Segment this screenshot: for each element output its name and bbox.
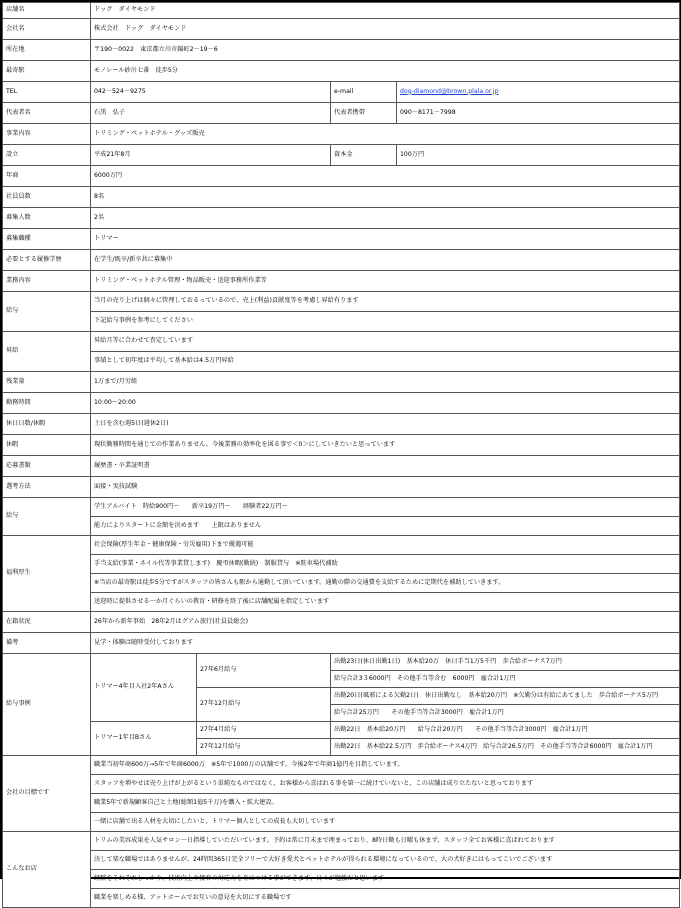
row-salary-example-1 (3, 654, 680, 671)
mobile-value: 090－8171－7998 (397, 103, 680, 124)
station-value: モノレール砂川七番 徒歩5分 (91, 61, 680, 82)
hours-label: 勤務時間 (3, 393, 91, 414)
row-job-type (3, 229, 680, 250)
row-salary-2 (3, 312, 680, 332)
raise-line-1: 昇給月等に合わせて査定しています (91, 332, 680, 352)
row-hours (3, 393, 680, 414)
founded-value: 平成21年8月 (91, 145, 331, 166)
person-b-period-2: 27年12月給与 (197, 739, 331, 756)
address-label: 所在地 (3, 40, 91, 61)
email-label: e-mail (331, 82, 397, 103)
row-raise-1 (3, 332, 680, 352)
benefits-label: 福利厚生 (3, 536, 91, 612)
recruit-notes-value: 見学・体験は随時受付しております (91, 633, 680, 654)
salary-line-1: 当月の売り上げは個々に管理しておるっているので、売上(利益)貢献度等を考慮し昇給有ります (91, 292, 680, 312)
person-b-period-1-line-1: 出勤22日 基本給20万円 給与合計20万円 その他手当等合計3000円 雇合計1万円 (331, 722, 680, 739)
row-benefits-1 (3, 536, 680, 555)
job-type-value: トリマー (91, 229, 680, 250)
row-vision-1 (3, 832, 680, 851)
row-benefits-2 (3, 555, 680, 574)
row-nearest-station (3, 61, 680, 82)
person-b-period-2-line-1: 出勤22日 基本給22.5万円 歩合給ボーナス4万円 給与合計26.5万円 その他手当等合計6000円 雇合計1万円 (331, 739, 680, 756)
mobile-label: 代表者携帯 (331, 103, 397, 124)
staff-label: 在籍状況 (3, 612, 91, 633)
business-label: 事業内容 (3, 124, 91, 145)
company-value: 株式会社 ドッグ ダイヤモンド (91, 19, 680, 40)
other-value: 現状勤務時間を通じての作業ありません。今後業務の効率化を図る事で＜0＞にしていきたいと思っています (91, 435, 680, 456)
address-value: 〒190－0022 東京都立川市錦町2－19－6 (91, 40, 680, 61)
row-appeal-2 (3, 775, 680, 794)
row-selection (3, 477, 680, 498)
person-a-period-2-line-1: 出勤20日(風邪による欠勤2日) 休日出勤なし 基本給20万円 ※欠勤分は有給にあてました 歩合給ボーナス5万円 (331, 688, 680, 705)
appeal-label: 会社の目標です (3, 756, 91, 832)
founded-label: 設立 (3, 145, 91, 166)
selection-label: 選考方法 (3, 477, 91, 498)
appeal-line-4: 一緒に店舗で出る人材を大切にしたいと、トリマー個人としての成長も大切しています (91, 813, 680, 832)
row-salary-example-5 (3, 722, 680, 739)
hires-value: 2名 (91, 208, 680, 229)
starting-pay-line-2: 能力によりスタートに金額を決めます 上限はありません (91, 517, 680, 536)
employees-value: 8名 (91, 187, 680, 208)
employees-label: 社員員数 (3, 187, 91, 208)
row-hires (3, 208, 680, 229)
selection-value: 面接・実技試験 (91, 477, 680, 498)
holidays-label: 休日日数/休暇 (3, 414, 91, 435)
raise-label: 昇給 (3, 332, 91, 372)
tel-value: 042－524－9275 (91, 82, 331, 103)
salary-examples-label: 給与事例 (3, 654, 91, 756)
representative-label: 代表者名 (3, 103, 91, 124)
capital-value: 100万円 (397, 145, 680, 166)
station-label: 最寄駅 (3, 61, 91, 82)
row-annual-sales (3, 166, 680, 187)
row-business (3, 124, 680, 145)
row-vision-4 (3, 889, 680, 908)
person-a-period-2-line-2: 給与合計25万円 その他手当等合計3000円 雇合計1万円 (331, 705, 680, 722)
row-appeal-1 (3, 756, 680, 775)
company-label: 会社名 (3, 19, 91, 40)
salary-label: 給与 (3, 292, 91, 332)
benefits-line-3: ※当店の最寄駅は徒歩5分ですがスタッフの皆さんも駅から通勤して頂いています。通勤の際の交通費を支給するために定期代を補助していきます。 (91, 574, 680, 593)
row-representative (3, 103, 680, 124)
row-appeal-4 (3, 813, 680, 832)
row-company (3, 19, 680, 40)
row-starting-pay-2 (3, 517, 680, 536)
benefits-line-1: 社会保険(厚生年金・健康保険・労災雇用)下まで優遇可能 (91, 536, 680, 555)
row-tel (3, 82, 680, 103)
row-documents (3, 456, 680, 477)
tel-label: TEL (3, 82, 91, 103)
row-benefits-3 (3, 574, 680, 593)
row-raise-2 (3, 352, 680, 372)
hours-value: 10:00～20:00 (91, 393, 680, 414)
person-b-period-1: 27年4月給与 (197, 722, 331, 739)
vision-line-3: 経験をそれぞれしっかり、技術向上や接客の対応力を身につける事ができます。日々が勉強だと思います (91, 870, 680, 889)
representative-value: 石黒 弘子 (91, 103, 331, 124)
raise-line-2: 事績として初年度は平均して基本給は4.5万円昇給 (91, 352, 680, 372)
job-type-label: 募集職種 (3, 229, 91, 250)
starting-pay-line-1: 学生アルバイト 時給900円～ 新卒19万円～ 経験者22万円～ (91, 498, 680, 517)
shop-name-value: ドッグ ダイヤモンド (91, 3, 680, 19)
person-b: トリマー1年目Bさん (91, 722, 197, 756)
other-label: 休暇 (3, 435, 91, 456)
person-a-period-1-line-1: 出勤23日(休日出勤1日) 基本給20万 休日手当1万5千円 歩合給ボーナス7万円 (331, 654, 680, 671)
staff-value: 26年から新年事始 28年2月はグアム旅行(社員員総会) (91, 612, 680, 633)
vision-line-4: 職業を楽しめる様、アットホームでお互いの意見を大切にする職場です (91, 889, 680, 908)
row-employees (3, 187, 680, 208)
appeal-line-1: 職業当初年商600万→5年で年商6000万 ※5年で1000万の店舗です。今後2年で年商1億円を目指しています。 (91, 756, 680, 775)
job-info-table (2, 2, 680, 908)
documents-value: 履歴書・卒業証明書 (91, 456, 680, 477)
person-a-period-1: 27年6月給与 (197, 654, 331, 688)
row-other (3, 435, 680, 456)
salary-line-2: 下記給与事例を参考にしてください (91, 312, 680, 332)
row-holidays (3, 414, 680, 435)
row-vision-2 (3, 851, 680, 870)
overtime-value: 1万まで/月労組 (91, 372, 680, 393)
row-salary-1 (3, 292, 680, 312)
starting-pay-label: 給与 (3, 498, 91, 536)
email-value[interactable] (397, 82, 680, 103)
row-overtime (3, 372, 680, 393)
person-a-period-1-line-2: 給与合計3３6000円 その他手当等含む 6000円 雇合計1万円 (331, 671, 680, 688)
row-target (3, 250, 680, 271)
benefits-line-2: 手当支給(事業・ネイル代等事業貸します) 慶弔休暇(勤続) 制服貸与 ※駐車場代補助 (91, 555, 680, 574)
holidays-value: 土日を含む週5日(週休2日) (91, 414, 680, 435)
row-vision-3 (3, 870, 680, 889)
sales-value: 6000万円 (91, 166, 680, 187)
capital-label: 資本金 (331, 145, 397, 166)
shop-name-label: 店舗名 (3, 3, 91, 19)
row-shop-name (3, 3, 680, 19)
row-founded (3, 145, 680, 166)
overtime-label: 残業量 (3, 372, 91, 393)
person-a-period-2: 27年12月給与 (197, 688, 331, 722)
row-duties (3, 271, 680, 292)
row-recruit-notes (3, 633, 680, 654)
recruit-notes-label: 備考 (3, 633, 91, 654)
target-label: 必要とする履修学歴 (3, 250, 91, 271)
hires-label: 募集人数 (3, 208, 91, 229)
vision-line-2: 決して楽な職場ではありませんが、24時間365日完全フリーで大好き愛犬とペットホテルが得られる環境になっているので、大の犬好きにはもってこいでございます (91, 851, 680, 870)
duties-label: 業務内容 (3, 271, 91, 292)
duties-value: トリミング・ペットホテル管理・物品販売・送迎事務所作業等 (91, 271, 680, 292)
vision-label: こんなお店 (3, 832, 91, 908)
row-starting-pay-1 (3, 498, 680, 517)
person-a: トリマー4年目入社2年Aさん (91, 654, 197, 722)
row-benefits-4 (3, 593, 680, 612)
appeal-line-3: 職業5年で新規顧客自己と土地(総額1億5千万)を購入・拡大建設。 (91, 794, 680, 813)
row-staff (3, 612, 680, 633)
target-value: 在学生/既卒/新卒共に募集中 (91, 250, 680, 271)
benefits-line-4: 送迎時に提供させる一か月ぐらいの教育・研修を終了後に店舗配属を指定しています (91, 593, 680, 612)
sales-label: 年商 (3, 166, 91, 187)
appeal-line-2: スタッフを増やせば売り上げが上がるという単純なものではなく、お客様から喜ばれる事を第一に続けていないと、この店舗は成り立たないと思っております (91, 775, 680, 794)
email-link[interactable]: dog-diamond@brown.plala.or.jp (400, 87, 499, 95)
row-appeal-3 (3, 794, 680, 813)
vision-line-1: トリムの美容成果を人気サロン一日指導していただいています。予約は常に月末まで埋まっており、8時日勤も日曜も休まず、スタッフ全てお客様に喜ばれております (91, 832, 680, 851)
documents-label: 応募書類 (3, 456, 91, 477)
business-value: トリミング・ペットホテル・グッズ販売 (91, 124, 680, 145)
row-address (3, 40, 680, 61)
